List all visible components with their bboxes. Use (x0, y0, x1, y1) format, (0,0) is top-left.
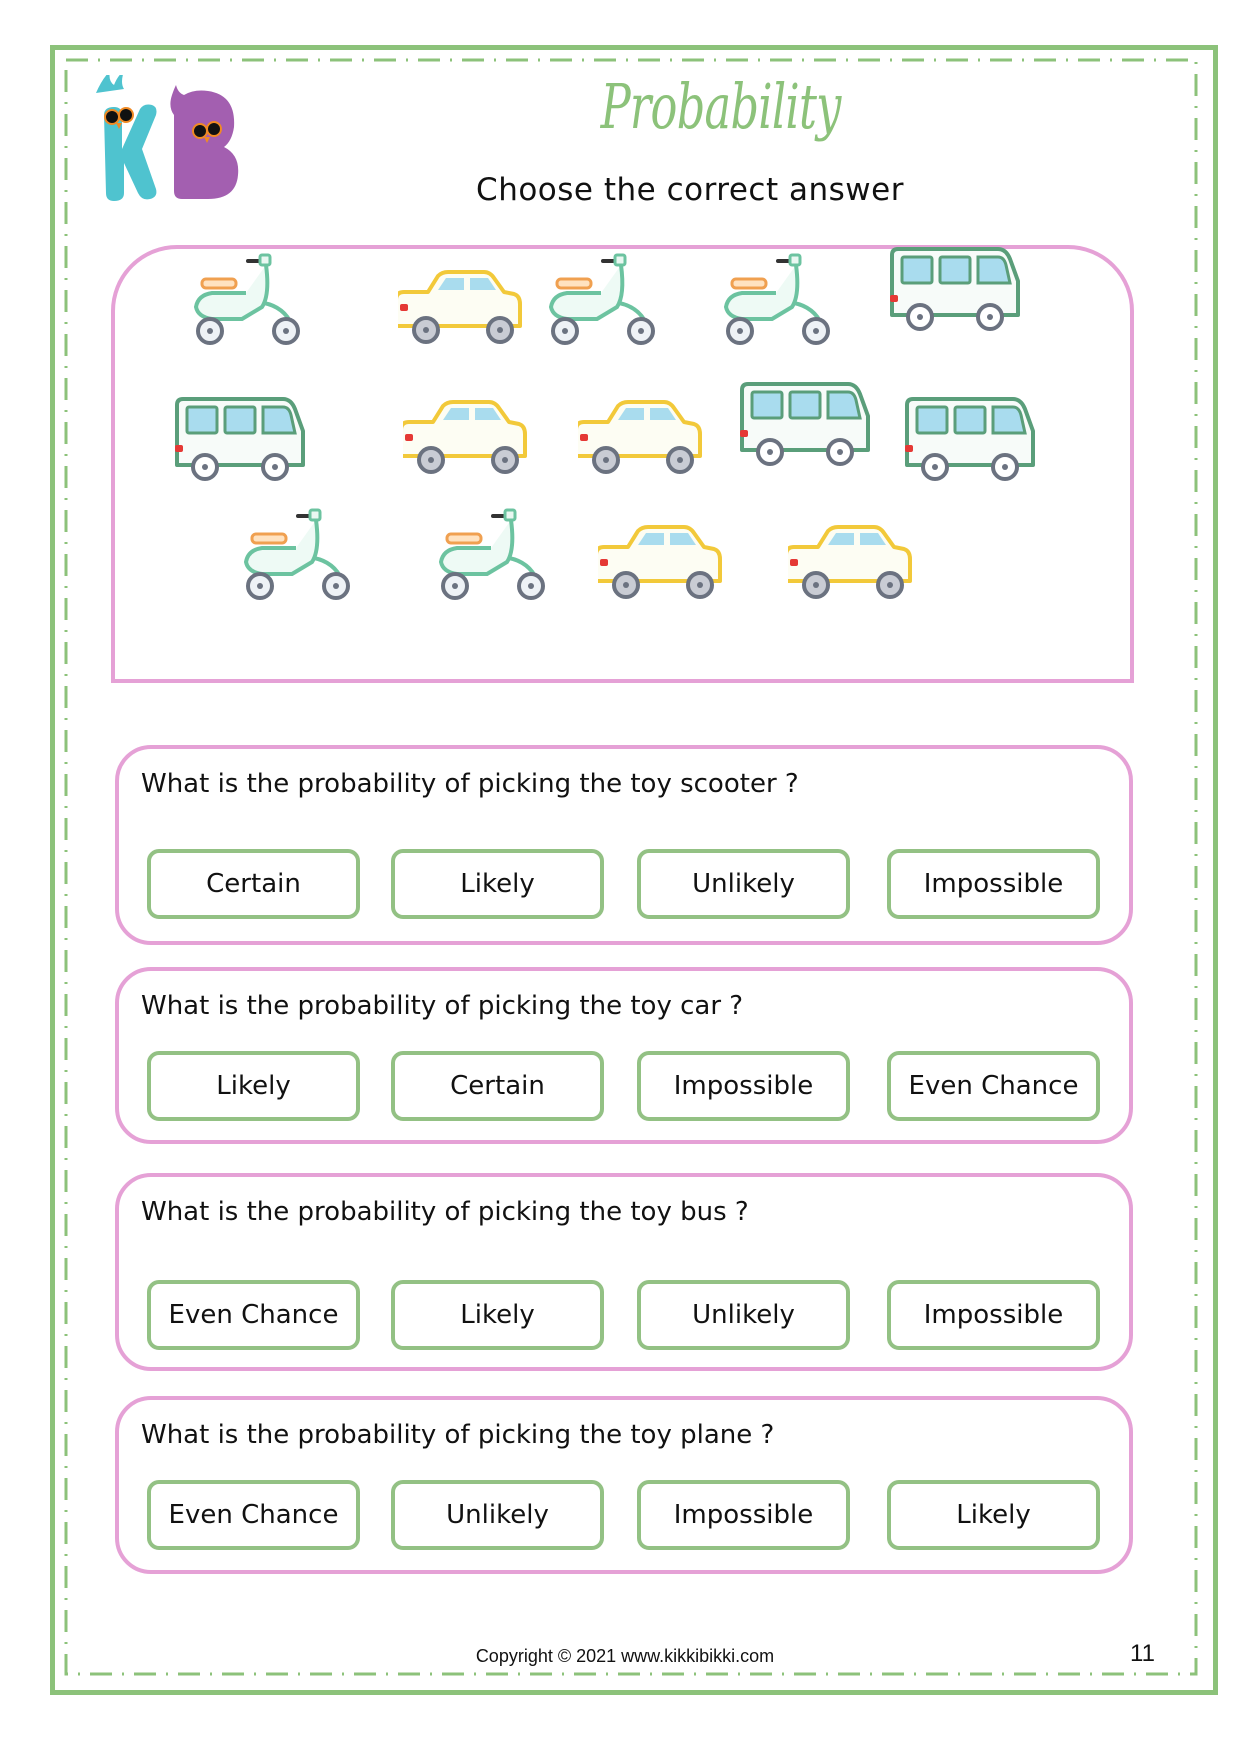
logo-b-icon (170, 85, 238, 199)
toy-scooter-icon (718, 253, 843, 352)
answer-option-button[interactable]: Even Chance (887, 1051, 1100, 1121)
answer-option-button[interactable]: Likely (147, 1051, 360, 1121)
question-text: What is the probability of picking the toy car ? (141, 991, 744, 1021)
answer-option-button[interactable]: Certain (391, 1051, 604, 1121)
toy-car-icon (403, 400, 538, 484)
toy-bus-icon (888, 245, 1023, 339)
answer-option-button[interactable]: Unlikely (637, 849, 850, 919)
answer-option-button[interactable]: Impossible (887, 1280, 1100, 1350)
answer-option-button[interactable]: Likely (887, 1480, 1100, 1550)
question-text: What is the probability of picking the toy plane ? (141, 1420, 775, 1450)
toy-car-icon (578, 400, 713, 484)
answer-option-button[interactable]: Impossible (887, 849, 1100, 919)
answer-option-button[interactable]: Even Chance (147, 1480, 360, 1550)
answer-option-button[interactable]: Even Chance (147, 1280, 360, 1350)
toy-scooter-icon (238, 508, 363, 607)
page-title: Probability (600, 70, 841, 143)
answer-option-button[interactable]: Likely (391, 1280, 604, 1350)
toy-bus-icon (738, 380, 873, 474)
instructions: Choose the correct answer (476, 172, 904, 208)
answer-option-button[interactable]: Likely (391, 849, 604, 919)
copyright-text: Copyright © 2021 www.kikkibikki.com (475, 1646, 775, 1666)
answer-option-button[interactable]: Impossible (637, 1051, 850, 1121)
question-text: What is the probability of picking the toy bus ? (141, 1197, 749, 1227)
toy-scooter-icon (543, 253, 668, 352)
toy-bus-icon (903, 395, 1038, 489)
toy-car-icon (788, 525, 923, 609)
question-card (115, 1396, 1133, 1574)
question-card (115, 1173, 1133, 1371)
toy-bus-icon (173, 395, 308, 489)
question-card (115, 967, 1133, 1144)
logo-k-icon (96, 75, 157, 201)
question-text: What is the probability of picking the toy scooter ? (141, 769, 799, 799)
answer-option-button[interactable]: Impossible (637, 1480, 850, 1550)
toy-scooter-icon (433, 508, 558, 607)
toy-scooter-icon (188, 253, 313, 352)
answer-option-button[interactable]: Certain (147, 849, 360, 919)
question-card (115, 745, 1133, 945)
toy-car-icon (398, 270, 533, 354)
answer-option-button[interactable]: Unlikely (637, 1280, 850, 1350)
toy-car-icon (598, 525, 733, 609)
page-number: 11 (1130, 1640, 1155, 1667)
answer-option-button[interactable]: Unlikely (391, 1480, 604, 1550)
kb-logo (86, 75, 246, 215)
